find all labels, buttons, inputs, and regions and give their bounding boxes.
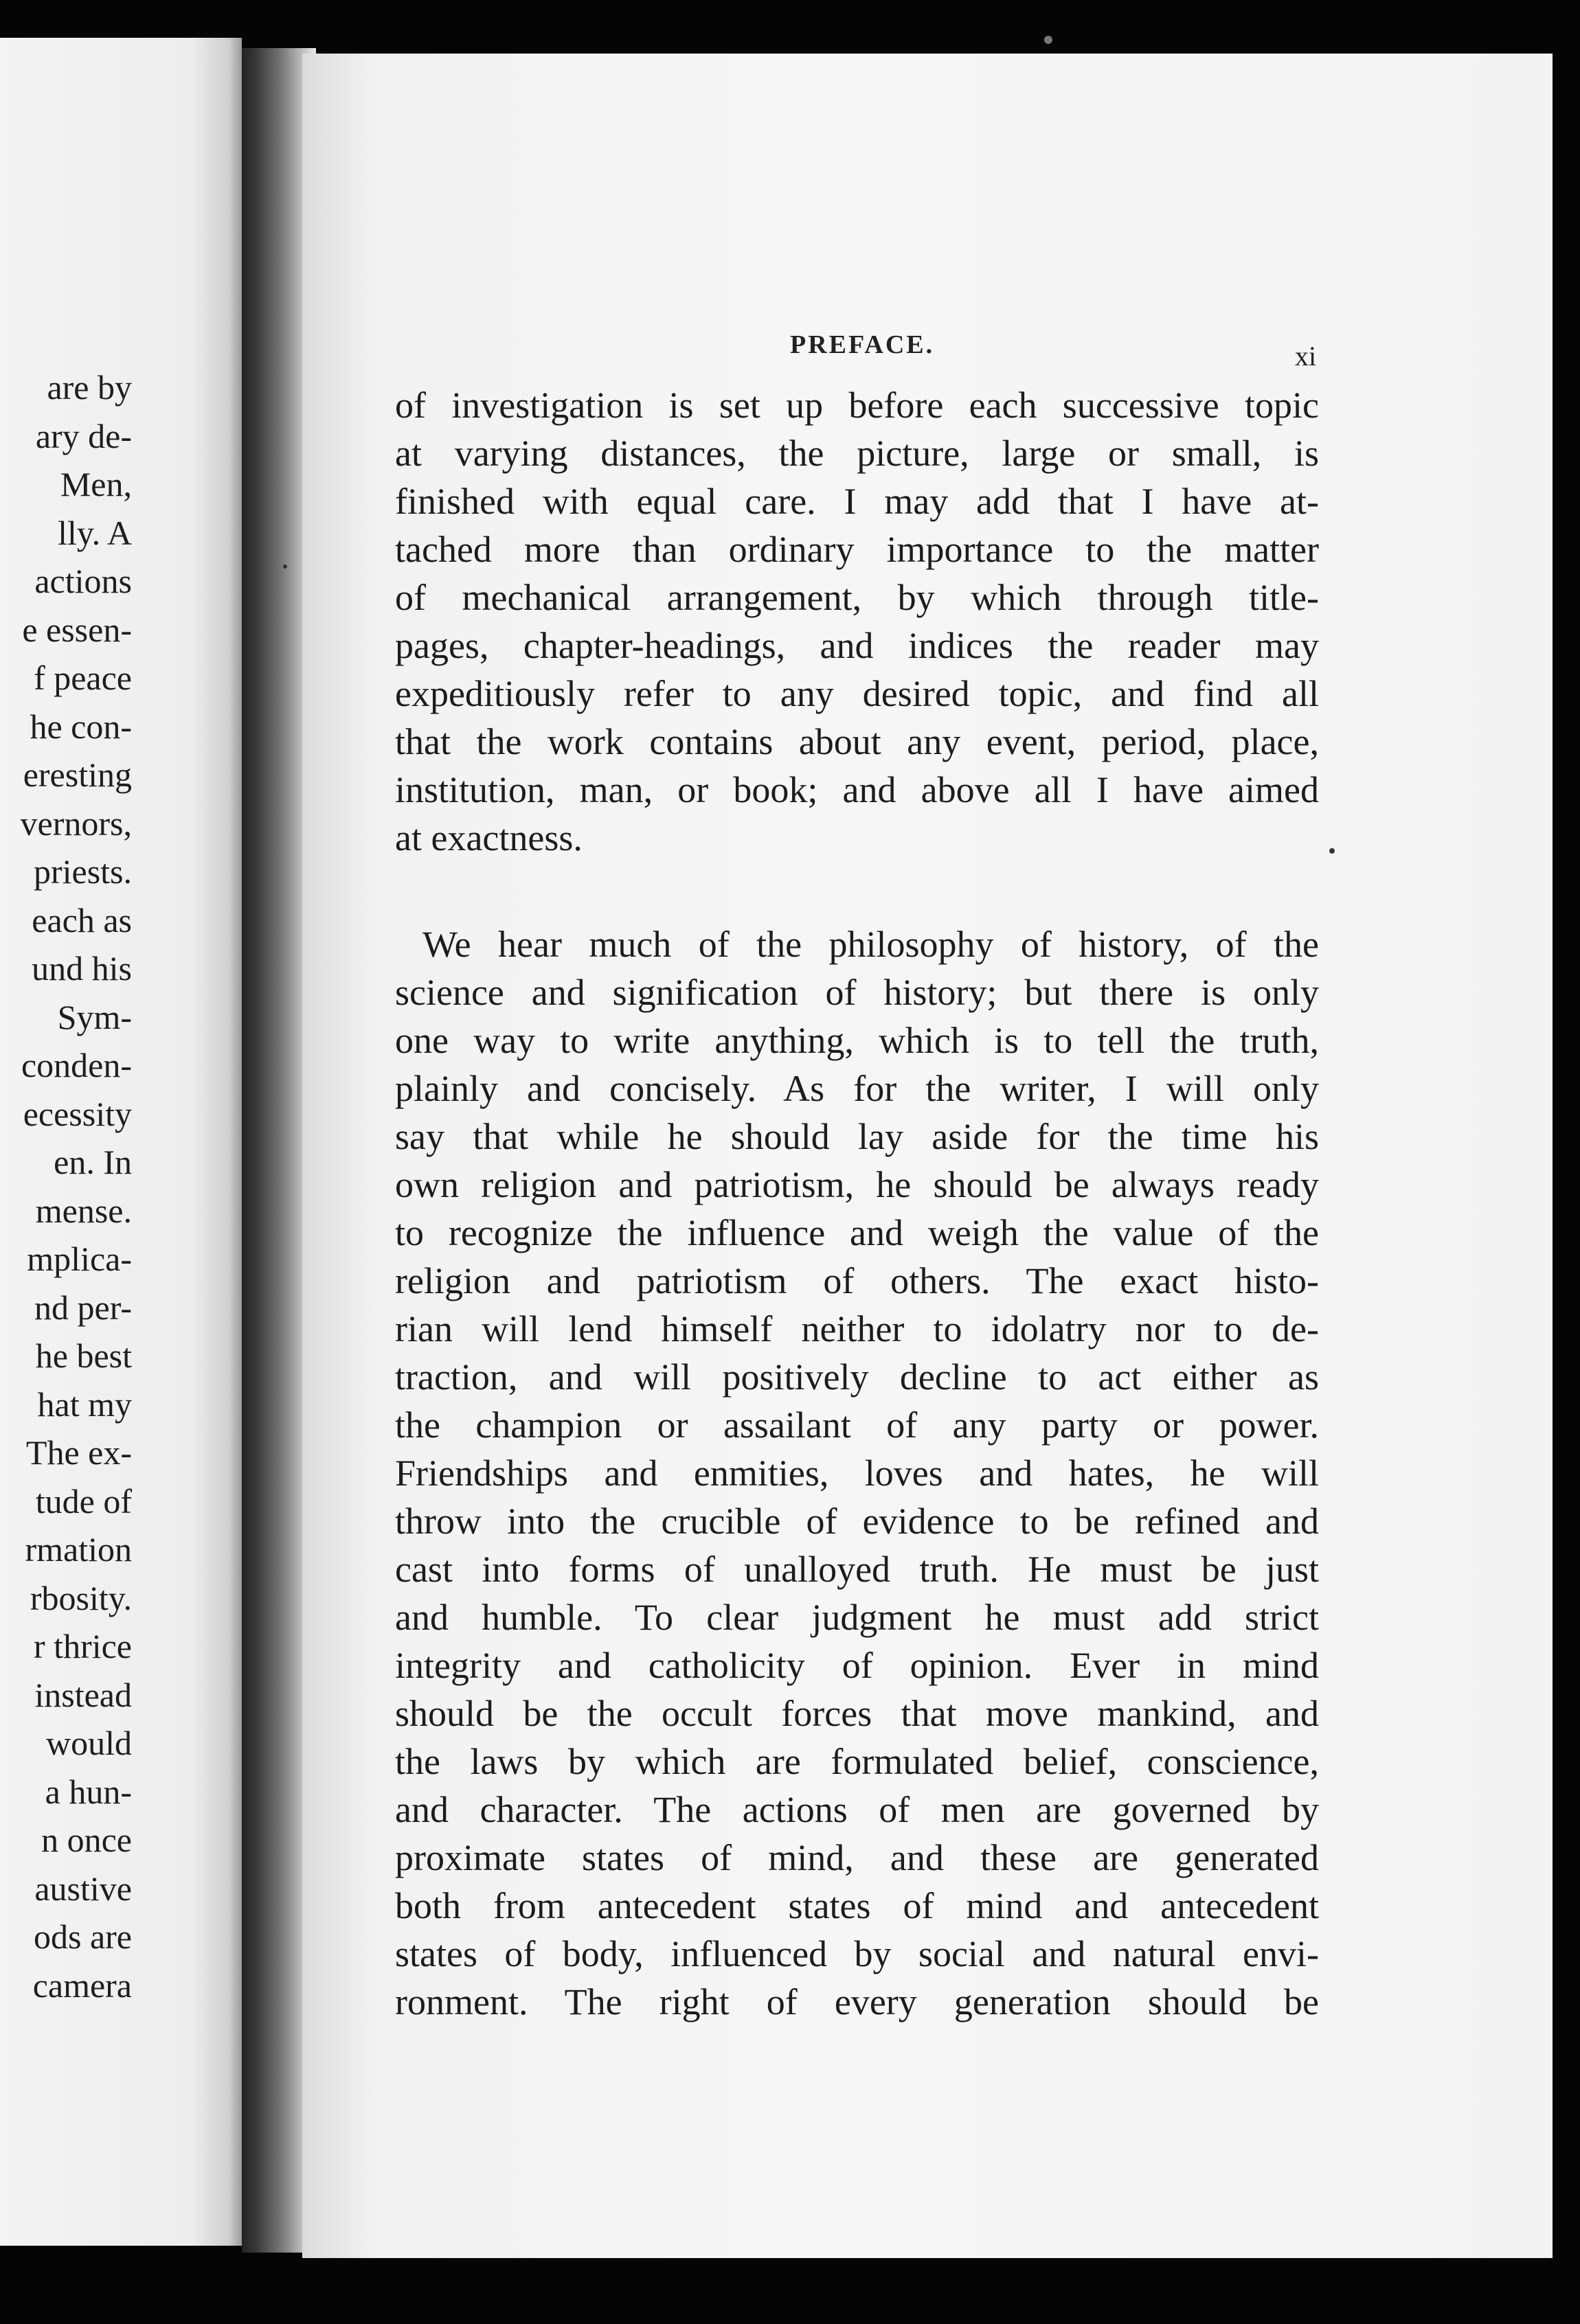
text-line: the champion or assailant of any party or power.: [395, 1404, 1319, 1446]
text-line: he con-: [30, 707, 132, 746]
text-line: and humble. To clear judgment he must add strict: [395, 1597, 1319, 1638]
text-line: en. In: [54, 1143, 132, 1181]
text-line: rian will lend himself neither to idolatry nor to de-: [395, 1308, 1319, 1349]
text-line: each as: [32, 900, 132, 939]
text-line: ecessity: [23, 1094, 132, 1133]
text-line: one way to write anything, which is to tell the truth,: [395, 1020, 1319, 1061]
text-line: plainly and concisely. As for the writer, I will only: [395, 1068, 1319, 1109]
text-line: conden-: [21, 1046, 132, 1084]
text-line: mense.: [35, 1191, 132, 1230]
text-line: rbosity.: [30, 1578, 132, 1617]
paragraph-break: [395, 862, 1319, 920]
text-line: f peace: [34, 659, 132, 697]
text-line: actions: [34, 562, 132, 600]
speck-mark: [1044, 36, 1052, 44]
text-line: Men,: [60, 465, 132, 503]
facing-page-text: [21, 363, 132, 2009]
text-line: eresting: [23, 755, 132, 794]
text-line: e essen-: [22, 610, 132, 649]
text-line: Friendships and enmities, loves and hates, he will: [395, 1452, 1319, 1494]
text-line: priests.: [33, 852, 132, 891]
text-line: integrity and catholicity of opinion. Ever in mind: [395, 1645, 1319, 1686]
text-line: tached more than ordinary importance to the matter: [395, 529, 1319, 570]
text-line: the laws by which are formulated belief, conscience,: [395, 1741, 1319, 1782]
text-line: tude of: [35, 1481, 132, 1520]
text-line: und his: [32, 949, 132, 988]
text-line: and character. The actions of men are governed by: [395, 1789, 1319, 1830]
text-line: he best: [35, 1336, 132, 1375]
text-line: nd per-: [34, 1288, 132, 1327]
text-line: r thrice: [34, 1627, 132, 1665]
text-line: instead: [34, 1675, 132, 1714]
text-line: at exactness.: [395, 817, 583, 858]
speck-mark: [1329, 848, 1335, 854]
text-line: pages, chapter-headings, and indices the reader may: [395, 625, 1319, 666]
text-line: n once: [41, 1821, 132, 1859]
text-line: proximate states of mind, and these are generated: [395, 1837, 1319, 1878]
text-line: We hear much of the philosophy of history, of the: [422, 924, 1319, 965]
text-line: rmation: [25, 1530, 132, 1569]
text-line: throw into the crucible of evidence to be refined and: [395, 1501, 1319, 1542]
text-line: would: [46, 1724, 132, 1762]
facing-page-left: [0, 38, 242, 2246]
text-line: expeditiously refer to any desired topic, and find all: [395, 673, 1319, 714]
text-line: science and signification of history; but there is only: [395, 972, 1319, 1013]
text-line: at varying distances, the picture, large or small, is: [395, 433, 1319, 474]
text-line: The ex-: [25, 1433, 132, 1472]
paragraph: [395, 381, 1319, 862]
text-line: finished with equal care. I may add that I have at-: [395, 481, 1319, 522]
text-line: ronment. The right of every generation should be: [395, 1981, 1319, 2023]
text-line: that the work contains about any event, period, place,: [395, 721, 1319, 762]
paragraph: [395, 920, 1319, 2026]
text-line: a hun-: [45, 1772, 132, 1811]
text-line: own religion and patriotism, he should be always ready: [395, 1164, 1319, 1205]
speck-mark: [283, 565, 287, 569]
text-line: should be the occult forces that move mankind, and: [395, 1693, 1319, 1734]
text-line: hat my: [37, 1385, 132, 1424]
text-line: of investigation is set up before each successive topic: [395, 385, 1319, 426]
text-line: to recognize the influence and weigh the value of the: [395, 1212, 1319, 1253]
text-line: austive: [34, 1869, 132, 1908]
text-line: mplica-: [27, 1240, 132, 1278]
text-line: religion and patriotism of others. The exact histo-: [395, 1260, 1319, 1301]
page-number: xi: [1295, 341, 1317, 372]
text-line: both from antecedent states of mind and antecedent: [395, 1885, 1319, 1926]
text-line: states of body, influenced by social and natural envi-: [395, 1933, 1319, 1974]
text-line: say that while he should lay aside for the time his: [395, 1116, 1319, 1157]
text-line: institution, man, or book; and above all I have aimed: [395, 769, 1319, 810]
text-line: camera: [32, 1966, 132, 2005]
text-line: ary de-: [35, 416, 132, 455]
text-line: ods are: [34, 1917, 132, 1956]
page-body-text: [395, 381, 1319, 2026]
running-head: PREFACE.: [790, 330, 935, 359]
text-line: vernors,: [20, 804, 132, 843]
text-line: traction, and will positively decline to act either as: [395, 1356, 1319, 1398]
text-line: cast into forms of unalloyed truth. He must be just: [395, 1549, 1319, 1590]
text-line: lly. A: [58, 513, 132, 552]
text-line: of mechanical arrangement, by which through title-: [395, 577, 1319, 618]
text-line: Sym-: [57, 997, 132, 1036]
text-line: are by: [47, 368, 132, 407]
